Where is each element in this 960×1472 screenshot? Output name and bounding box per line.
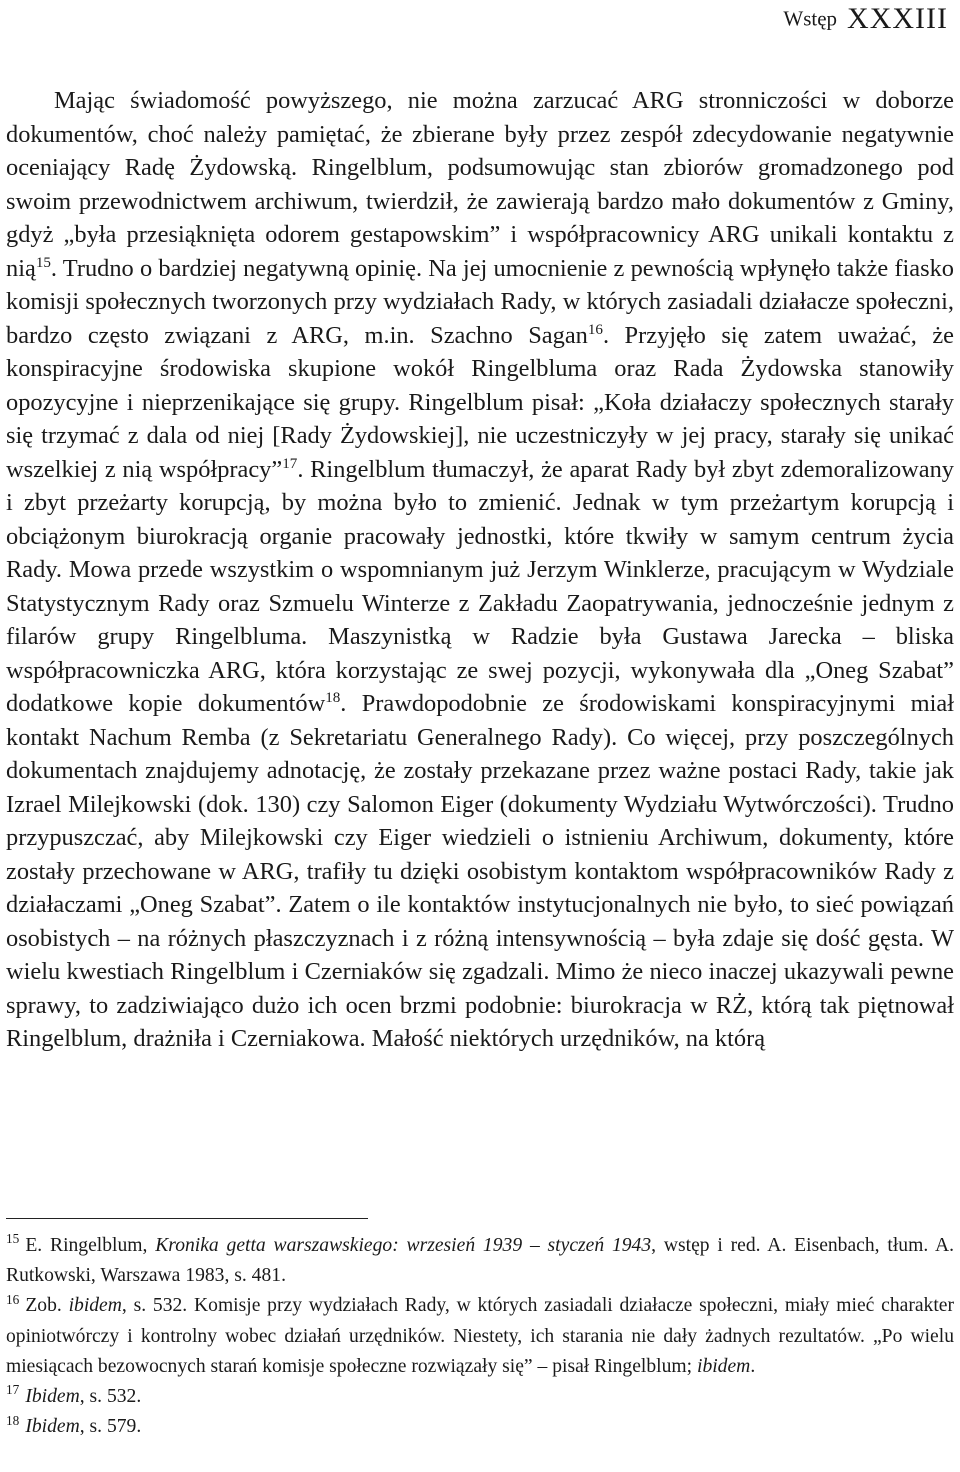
footnote-ref-17[interactable]: 17	[282, 455, 298, 472]
footnote-ref-15[interactable]: 15	[35, 254, 51, 271]
ibidem-reference: ibidem	[68, 1295, 122, 1317]
ibidem-reference: Ibidem	[25, 1386, 80, 1408]
footnotes	[6, 1231, 954, 1442]
running-header	[783, 2, 948, 36]
footnote-text: .	[750, 1355, 756, 1377]
text-run: . Prawdopodobnie ze środowiskami konspiracyjnymi miał kontakt Nachum Remba (z Sekretariatu Generalnego Rady). Co więcej, przy poszczególnych dokumentach znajdujemy adnotację, że zostały przekazane przez ważne postaci Rady, takie jak Izrael Milejkowski (dok. 130) czy Salomon Eiger (dokumenty Wydziału Wytwórczości). Trudno przypuszczać, aby Milejkowski czy Eiger wiedzieli o istnieniu Archiwum, dokumenty, które zostały przechowane w ARG, trafiły tu dzięki osobistym kontaktom współpracowników Rady z działaczami „Oneg Szabat”. Zatem o ile kontaktów instytucjonalnych nie było, to sieć powiązań osobistych – na różnych płaszczyznach i z różną intensywnością – była zdaje się dość gęsta. W wielu kwestiach Ringelblum i Czerniaków się zgadzali. Mimo że nieco inaczej ukazywali pewne sprawy, to zadziwiająco dużo ich ocen brzmi podobnie: biurokracja w RŻ, którą tak piętnował Ringelblum, drażniła i Czerniakowa. Małość niektórych urzędników, na którą	[6, 690, 955, 1052]
footnote-number: 15	[6, 1231, 20, 1247]
footnote-16	[6, 1291, 954, 1382]
footnote-text: , wstęp i red. A. Eisenbach, tłum. A. Rutkowski, Warszawa 1983, s. 481.	[6, 1235, 954, 1287]
text-run: Mając świadomość powyższego, nie można zarzucać ARG stronniczości w doborze dokumentów, choć należy pamiętać, że zbierane były przez zespół zdecydowanie negatywnie oceniający Radę Żydowską. Ringelblum, podsumowując stan zbiorów gromadzonego pod swoim przewodnictwem archiwum, twierdził, że zawierają bardzo mało dokumentów z Gminy, gdyż „była przesiąknięta odorem gestapowskim” i współpracownicy ARG unikali kontaktu z nią	[6, 87, 954, 282]
page-number: XXXIII	[847, 2, 948, 35]
footnote-ref-16[interactable]: 16	[587, 321, 603, 338]
footnote-text: , s. 532.	[79, 1386, 142, 1408]
footnote-separator	[6, 1218, 368, 1219]
main-text	[6, 84, 954, 1056]
text-run: . Ringelblum tłumaczył, że aparat Rady był zbyt zdemoralizowany i zbyt przeżarty korupcją, by można było to zmienić. Jednak w tym przeżartym korupcją i obciążonym biurokracją organie pracowały jednostki, które tkwiły w samym centrum życia Rady. Mowa przede wszystkim o wspomnianym już Jerzym Winklerze, pracującym w Wydziale Statystycznym Rady oraz Szmuelu Winterze z Zakładu Zaopatrywania, jednocześnie jednym z filarów grupy Ringelbluma. Maszynistką w Radzie była Gustawa Jarecka – bliska współpracowniczka ARG, która korzystając ze swej pozycji, wykonywała dla „Oneg Szabat” dodatkowe kopie dokumentów	[6, 455, 954, 717]
footnote-text: Zob.	[25, 1295, 69, 1317]
running-section-title: Wstęp	[783, 6, 838, 31]
book-title: Kronika getta warszawskiego: wrzesień 1939 – styczeń 1943	[155, 1235, 652, 1256]
footnote-text: E. Ringelblum,	[25, 1235, 156, 1256]
footnote-17	[6, 1382, 954, 1412]
text-run: . Przyjęło się zatem uważać, że konspiracyjne środowiska skupione wokół Ringelbluma oraz Rada Żydowska stanowiły opozycyjne i nieprzenikające się grupy. Ringelblum pisał: „Koła działaczy społecznych starały się trzymać z dala od niej [Rady Żydowskiej], nie uczestniczyły w jej pracy, starały się unikać wszelkiej z nią współpracy”	[6, 321, 954, 483]
footnote-text: , s. 532. Komisje przy wydziałach Rady, w których zasiadali działacze społeczni, miały mieć charakter opiniotwórczy i kontrolny wobec działań urzędników. Niestety, ich starania nie dały żadnych rezultatów. „Po wielu miesiącach bezowocnych starań komisje społeczne rozwiązały się” – pisał Ringelblum;	[6, 1295, 955, 1377]
text-run: . Trudno o bardziej negatywną opinię. Na jej umocnienie z pewnością wpłynęło także fiasko komisji społecznych tworzonych przy wydziałach Rady, w których zasiadali działacze społeczni, bardzo często związani z ARG, m.in. Szachno Sagan	[6, 254, 954, 349]
footnote-text: , s. 579.	[79, 1416, 142, 1438]
ibidem-reference: ibidem	[697, 1355, 751, 1377]
book-page	[6, 0, 954, 1472]
footnote-15	[6, 1231, 954, 1291]
footnote-number: 17	[6, 1382, 20, 1398]
footnote-18	[6, 1412, 954, 1442]
footnote-number: 16	[6, 1291, 20, 1307]
ibidem-reference: Ibidem	[25, 1416, 80, 1438]
footnote-number: 18	[6, 1412, 20, 1428]
body-paragraph	[6, 84, 954, 1056]
footnote-ref-18[interactable]: 18	[325, 689, 341, 706]
